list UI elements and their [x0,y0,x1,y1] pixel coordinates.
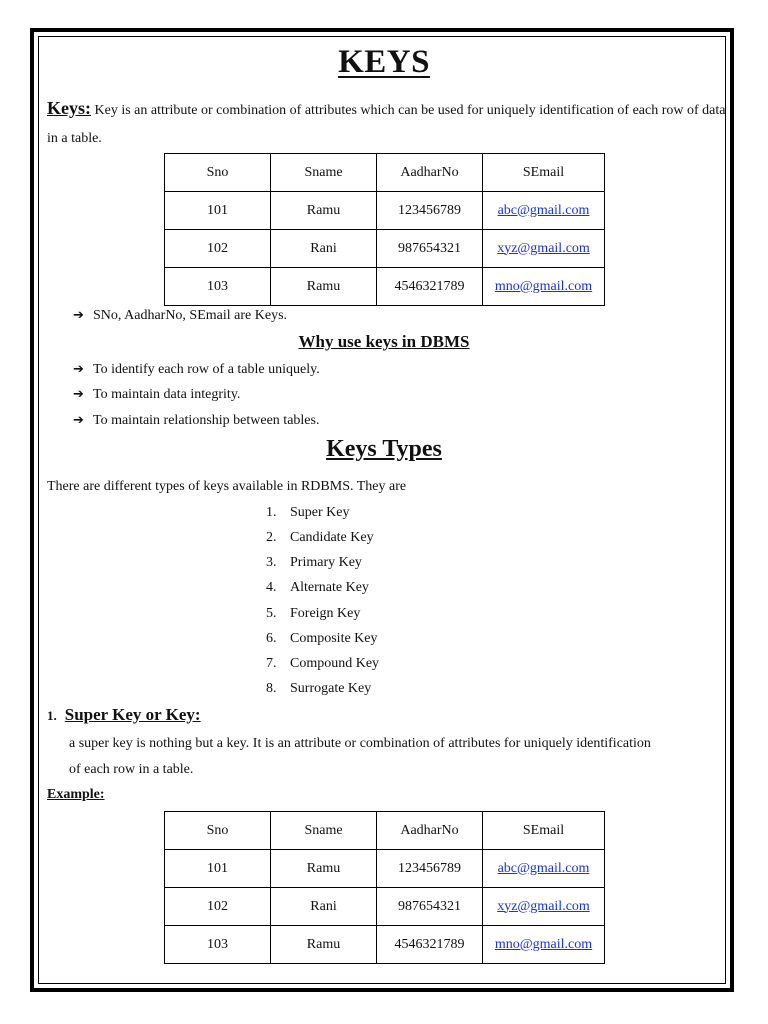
table-cell [483,926,605,964]
types-intro: There are different types of keys available in RDBMS. They are [47,479,407,494]
table-row [165,268,605,306]
table-header-row [165,154,605,192]
email-link[interactable]: mno@gmail.com [494,278,593,294]
table-cell: Ramu [271,268,377,306]
intro-term: Keys: [47,98,91,118]
why-point [73,360,320,380]
list-item: 2. Candidate Key [266,530,374,545]
table-cell: 102 [165,230,271,268]
table-cell: 101 [165,192,271,230]
why-point [73,411,319,431]
why-point-text: To maintain relationship between tables. [93,413,320,428]
table-cell: 102 [165,888,271,926]
table-header-cell: Sno [165,154,271,192]
table-cell: Ramu [271,926,377,964]
email-link[interactable]: abc@gmail.com [497,860,590,876]
right-arrow-icon: ➔ [73,387,84,402]
table-header-row [165,812,605,850]
table-row [165,888,605,926]
right-arrow-icon: ➔ [73,362,84,377]
table-cell: 123456789 [377,192,483,230]
why-point [73,385,240,405]
intro-paragraph [47,94,727,153]
table-cell: 123456789 [377,850,483,888]
keys-note-text: SNo, AadharNo, SEmail are Keys. [93,308,288,323]
table-cell: 987654321 [377,230,483,268]
table-cell: Ramu [271,192,377,230]
list-item: 1. Super Key [266,505,350,520]
table-row [165,230,605,268]
intro-definition: Key is an attribute or combination of attributes which can be used for uniquely identification of each row of data in a table. [47,103,726,146]
why-title: Why use keys in DBMS [298,332,470,351]
email-link[interactable]: xyz@gmail.com [497,240,590,256]
list-item: 5. Foreign Key [266,606,361,621]
list-item: 8. Surrogate Key [266,681,372,696]
list-item: 7. Compound Key [266,656,380,671]
table-cell: 101 [165,850,271,888]
table-cell: 103 [165,926,271,964]
example-label: Example: [47,787,105,802]
types-title: Keys Types [326,436,442,462]
table-cell: 103 [165,268,271,306]
table-header-cell: SEmail [483,812,605,850]
table-cell [483,230,605,268]
table-header-cell: Sname [271,812,377,850]
table-header-cell: SEmail [483,154,605,192]
table-cell: 4546321789 [377,926,483,964]
why-point-text: To maintain data integrity. [93,387,241,402]
table-header-cell: Sno [165,812,271,850]
email-link[interactable]: xyz@gmail.com [497,898,590,914]
email-link[interactable]: abc@gmail.com [497,202,590,218]
table-header-cell: Sname [271,154,377,192]
super-key-number: 1. [47,708,57,723]
list-item: 6. Composite Key [266,631,378,646]
table-cell [483,268,605,306]
list-item: 3. Primary Key [266,555,362,570]
table-cell: 987654321 [377,888,483,926]
keys-table-2 [164,811,605,964]
table-header-cell: AadharNo [377,812,483,850]
table-cell [483,850,605,888]
email-link[interactable]: mno@gmail.com [494,936,593,952]
table-row [165,192,605,230]
keys-note [73,306,287,326]
table-cell: Rani [271,888,377,926]
table-row [165,850,605,888]
table-cell: Rani [271,230,377,268]
list-item: 4. Alternate Key [266,580,369,595]
super-key-title: Super Key or Key: [64,705,201,724]
super-key-heading [47,705,201,725]
table-row [165,926,605,964]
keys-table-1 [164,153,605,306]
table-cell [483,888,605,926]
super-key-line-1: a super key is nothing but a key. It is an attribute or combination of attributes for uniquely identification [69,736,651,751]
why-point-text: To identify each row of a table uniquely. [93,362,320,377]
table-header-cell: AadharNo [377,154,483,192]
super-key-line-2: of each row in a table. [69,762,194,777]
table-cell: 4546321789 [377,268,483,306]
right-arrow-icon: ➔ [73,413,84,428]
table-cell [483,192,605,230]
right-arrow-icon: ➔ [73,308,84,323]
table-cell: Ramu [271,850,377,888]
page-title: KEYS [338,44,430,80]
